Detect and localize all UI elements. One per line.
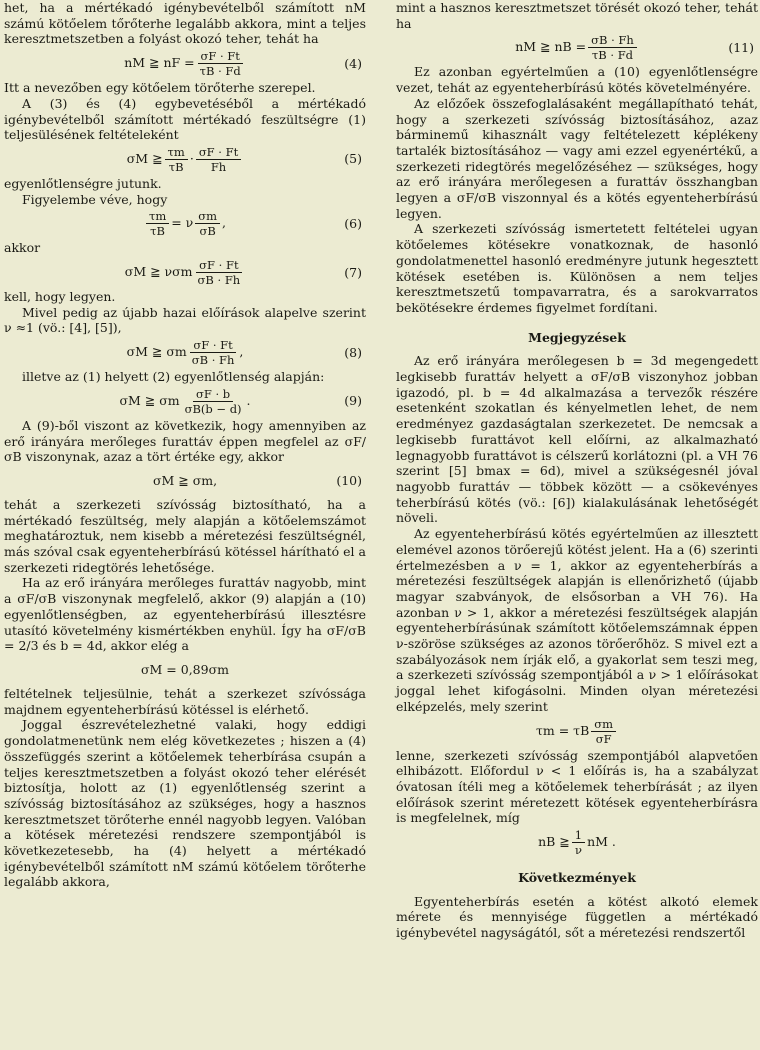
equation-number: (11)	[728, 40, 754, 56]
equation	[4, 339, 366, 366]
equation-lhs: nM ≧ nB =	[515, 39, 587, 55]
equation	[396, 718, 758, 745]
fraction	[572, 829, 585, 856]
left-column	[4, 0, 366, 890]
fraction	[591, 718, 616, 745]
fraction-numerator: 1	[572, 829, 585, 843]
equation-lhs: σM ≧	[126, 150, 163, 166]
equation-body	[536, 718, 618, 745]
equation	[4, 468, 366, 494]
paragraph: illetve az (1) helyett (2) egyenlőtlenség alapján:	[22, 369, 325, 385]
equation-body	[515, 34, 639, 61]
paragraph: Figyelembe véve, hogy	[22, 191, 168, 207]
fraction-numerator: σm	[195, 210, 220, 224]
equation-body	[127, 146, 243, 173]
fraction-denominator: σF	[595, 731, 612, 746]
equation-lhs: σM ≧ σm	[119, 392, 180, 408]
paragraph: lenne, szerkezeti szívósság szempontjából alapvetően elhibázott. Előfordul ν < 1 előírás is, ha a szabályzat óvatosan ítéli meg a kötőelemek teherbírását ; az ilyen előírások szerint méretezett kötések egyenteherbírásra is megfelelnek, míg	[396, 747, 758, 826]
paragraph: Az előzőek összefoglalásaként megállapítható tehát, hogy a szerkezeti szívósság biztosításához, azaz bárminemű kihasznált vagy feltételezett képlékeny tartalék biztosításához — vagy ami ezzel egyenértékű, a szerkezeti ridegtörés megelőzéséhez — szükséges, hogy az erő irányára merőlegesen a furattáv összhangban legyen a σF/σB viszonnyal és a kötés egyenteherbírású legyen.	[396, 95, 758, 221]
paragraph: akkor	[4, 240, 41, 256]
fraction-numerator: σF · Ft	[198, 50, 243, 64]
paragraph: Itt a nevezőben egy kötőelem törőterhe szerepel.	[4, 80, 316, 96]
equation-number: (8)	[344, 344, 362, 360]
fraction-numerator: τm	[146, 210, 169, 224]
fraction	[182, 388, 245, 415]
fraction	[197, 50, 244, 77]
fraction-numerator: σB · Fh	[588, 34, 637, 48]
paragraph: A (3) és (4) egybevetéséből a mértékadó igénybevételből számított mértékadó feszültségre (1) teljesülésének feltételeként	[4, 95, 366, 143]
fraction	[165, 146, 188, 173]
equation	[4, 210, 366, 237]
fraction	[189, 339, 238, 366]
paragraph: tehát a szerkezeti szívósság biztosítható, ha a mértékadó feszültség, mely alapján a kötőelemszámot meghatároztuk, nem kisebb a méretezési feszültségnél, más szóval csak egyenteherbírású kötéssel hárítható el a szerkezeti ridegtörés lehetősége.	[4, 496, 366, 575]
equation-operator: = ν	[171, 215, 194, 231]
equation-tail: .	[246, 392, 251, 408]
equation-lhs: nB ≧	[538, 834, 570, 850]
fraction-denominator: ν	[574, 843, 582, 858]
equation-body	[141, 662, 229, 678]
fraction-numerator: σF · Ft	[196, 259, 241, 273]
equation-tail: ,	[239, 344, 244, 360]
equation-number: (10)	[336, 473, 362, 489]
right-column	[396, 0, 758, 941]
equation-body	[119, 388, 250, 415]
fraction	[588, 34, 637, 61]
paragraph: A szerkezeti szívósság ismertetett feltételei ugyan kötőelemes kötésekre vonatkoznak, de hasonló gondolatmenettel hasonló eredményre jutunk hegesztett kötések esetében is. Különösen a nem teljes keresztmetszetű tompavarratra, és a sarokvarratos bekötésekre érdemes figyelmet fordítani.	[396, 221, 758, 315]
fraction-denominator: τB · Fd	[199, 64, 241, 79]
fraction	[196, 146, 241, 173]
equation-number: (6)	[344, 215, 362, 231]
fraction-numerator: σm	[591, 718, 616, 732]
equation-number: (7)	[344, 264, 362, 280]
paragraph: feltételnek teljesülnie, tehát a szerkezet szívóssága majdnem egyenteherbírású kötéssel is elérhető.	[4, 685, 366, 717]
fraction-numerator: τm	[165, 146, 188, 160]
equation	[396, 829, 758, 856]
fraction-denominator: τB	[168, 159, 184, 174]
equation-body	[153, 473, 217, 489]
paragraph: A (9)-ből viszont az következik, hogy amennyiben az erő irányára merőleges furattáv éppen megfelel az σF/σB viszonynak, azaz a tört értéke egy, akkor	[4, 417, 366, 465]
equation-lhs: σM ≧ νσm	[124, 264, 193, 280]
fraction	[146, 210, 169, 237]
equation	[4, 657, 366, 683]
paragraph: mint a hasznos keresztmetszet törését okozó teher, tehát ha	[396, 0, 758, 31]
fraction-denominator: τB · Fd	[591, 48, 634, 63]
paragraph: kell, hogy legyen.	[4, 289, 116, 305]
paragraph: egyenlőtlenségre jutunk.	[4, 175, 162, 191]
equation-body	[124, 50, 246, 77]
equation-number: (5)	[344, 151, 362, 167]
fraction-denominator: τB	[150, 224, 165, 239]
paragraph: het, ha a mértékadó igénybevételből számított nM számú kötőelem tőrőterhe legalább akkora, mint a teljes keresztmetszetben a folyást okozó teher, tehát ha	[4, 0, 366, 47]
paragraph: Ez azonban egyértelműen a (10) egyenlőtlenségre vezet, tehát az egyenteherbírású kötés követelményére.	[396, 64, 758, 96]
fraction-denominator: σB · Fh	[197, 273, 241, 288]
paragraph: Joggal észrevételezhetné valaki, hogy eddigi gondolatmenetünk nem elég következetes ; hiszen a (4) összefüggés szerint a kötőelemek teherbírása csupán a teljes keresztmetszetben a folyást okozó teher elérését biztosítja, holott az (1) egyenlőtlenség szerint a szívósság biztosításához az szükséges, hogy a hasznos keresztmetszet törőterhe ennél nagyobb legyen. Valóban a kötések méretezési rendszere szempontjából is következetesebb, ha (4) helyett a mértékadó igénybevételből számított nM számú kötőelem törőterhe legalább akkora,	[4, 717, 366, 890]
fraction	[195, 259, 244, 286]
fraction-denominator: σB(b − d)	[184, 401, 242, 416]
equation-body	[125, 259, 245, 286]
section-heading: Következmények	[518, 870, 636, 886]
equation-body	[144, 210, 226, 237]
fraction-numerator: σF · b	[193, 388, 233, 402]
equation	[4, 50, 366, 77]
equation-operator: ·	[189, 150, 194, 166]
fraction-denominator: σB · Fh	[191, 353, 235, 368]
equation-number: (4)	[344, 55, 362, 71]
paragraph: Egyenteherbírás esetén a kötést alkotó elemek mérete és mennyisége független a mértékadó igénybevétel nagyságától, sőt a méretezési rendszertől	[396, 893, 758, 941]
equation-body	[538, 829, 616, 856]
fraction-numerator: σF · Ft	[190, 339, 235, 353]
equation-body	[127, 339, 244, 366]
fraction-denominator: σB	[199, 224, 216, 239]
equation	[396, 34, 758, 61]
equation-lhs: nM ≧ nF =	[124, 55, 195, 71]
equation-text: σM ≧ σm,	[152, 473, 218, 489]
paragraph: Az erő irányára merőlegesen b = 3d megengedett legkisebb furattáv helyett a σF/σB viszonyhoz jobban igazodó, pl. b = 4d alkalmazása a tervezők részére esetenként szokatlan és kényelmetlen lehet, de nem eredményez gazdaságtalan szerkezetet. De nemcsak a legkisebb furattávot kell előírni, az alkalmazható legnagyobb furattávot is célszerű korlátozni (pl. a VH 76 szerint [5] bmax = 6d), mivel a szükségesnél jóval nagyobb furattáv — többek között — a csökevényes teherbírású kötés (vö.: [6]) kialakulásának lehetőségét növeli.	[396, 353, 758, 526]
equation-lhs: τm = τB	[535, 722, 590, 738]
section-heading: Megjegyzések	[528, 329, 626, 345]
paragraph: Az egyenteherbírású kötés egyértelműen az illesztett elemével azonos törőerejű kötést jelent. Ha a (6) szerinti értelmezésben a ν = 1, akkor az egyenteherbírás a méretezési feszültségek alapján is ellenőrizhető (újabb magyar szabványok, de elsősorban a VH 76). Ha azonban ν > 1, akkor a méretezési feszültségek alapján egyenteherbírásúnak számított kötőelemszámnak éppen ν-szöröse szükséges az azonos törőerőhöz. S mivel ezt a szabályozások nem írják elő, a gyakorlat sem teszi meg, a szerkezeti szívósság szempontjából a ν > 1 előírásokat joggal lehet kifogásolni. Minden olyan méretezési elképzelés, mely szerint	[396, 526, 758, 714]
fraction-denominator: Fh	[210, 159, 227, 174]
fraction-numerator: σF · Ft	[196, 146, 241, 160]
equation-tail: ,	[222, 215, 227, 231]
equation	[4, 259, 366, 286]
paragraph: Mivel pedig az újabb hazai előírások alapelve szerint ν ≈1 (vö.: [4], [5]),	[4, 304, 366, 336]
equation-number: (9)	[344, 393, 362, 409]
paragraph: Ha az erő irányára merőleges furattáv nagyobb, mint a σF/σB viszonynak megfelelő, akkor (9) alapján a (10) egyenlőtlenségben, az egyenteherbírású illesztésre utasító követelmény kismértékben enyhül. Így ha σF/σB = 2/3 és b = 4d, akkor elég a	[4, 575, 366, 654]
equation	[4, 388, 366, 415]
equation-tail: nM .	[587, 834, 616, 850]
equation-lhs: σM ≧ σm	[126, 344, 187, 360]
equation-text: σM = 0,89σm	[141, 662, 229, 678]
fraction	[195, 210, 220, 237]
equation	[4, 146, 366, 173]
